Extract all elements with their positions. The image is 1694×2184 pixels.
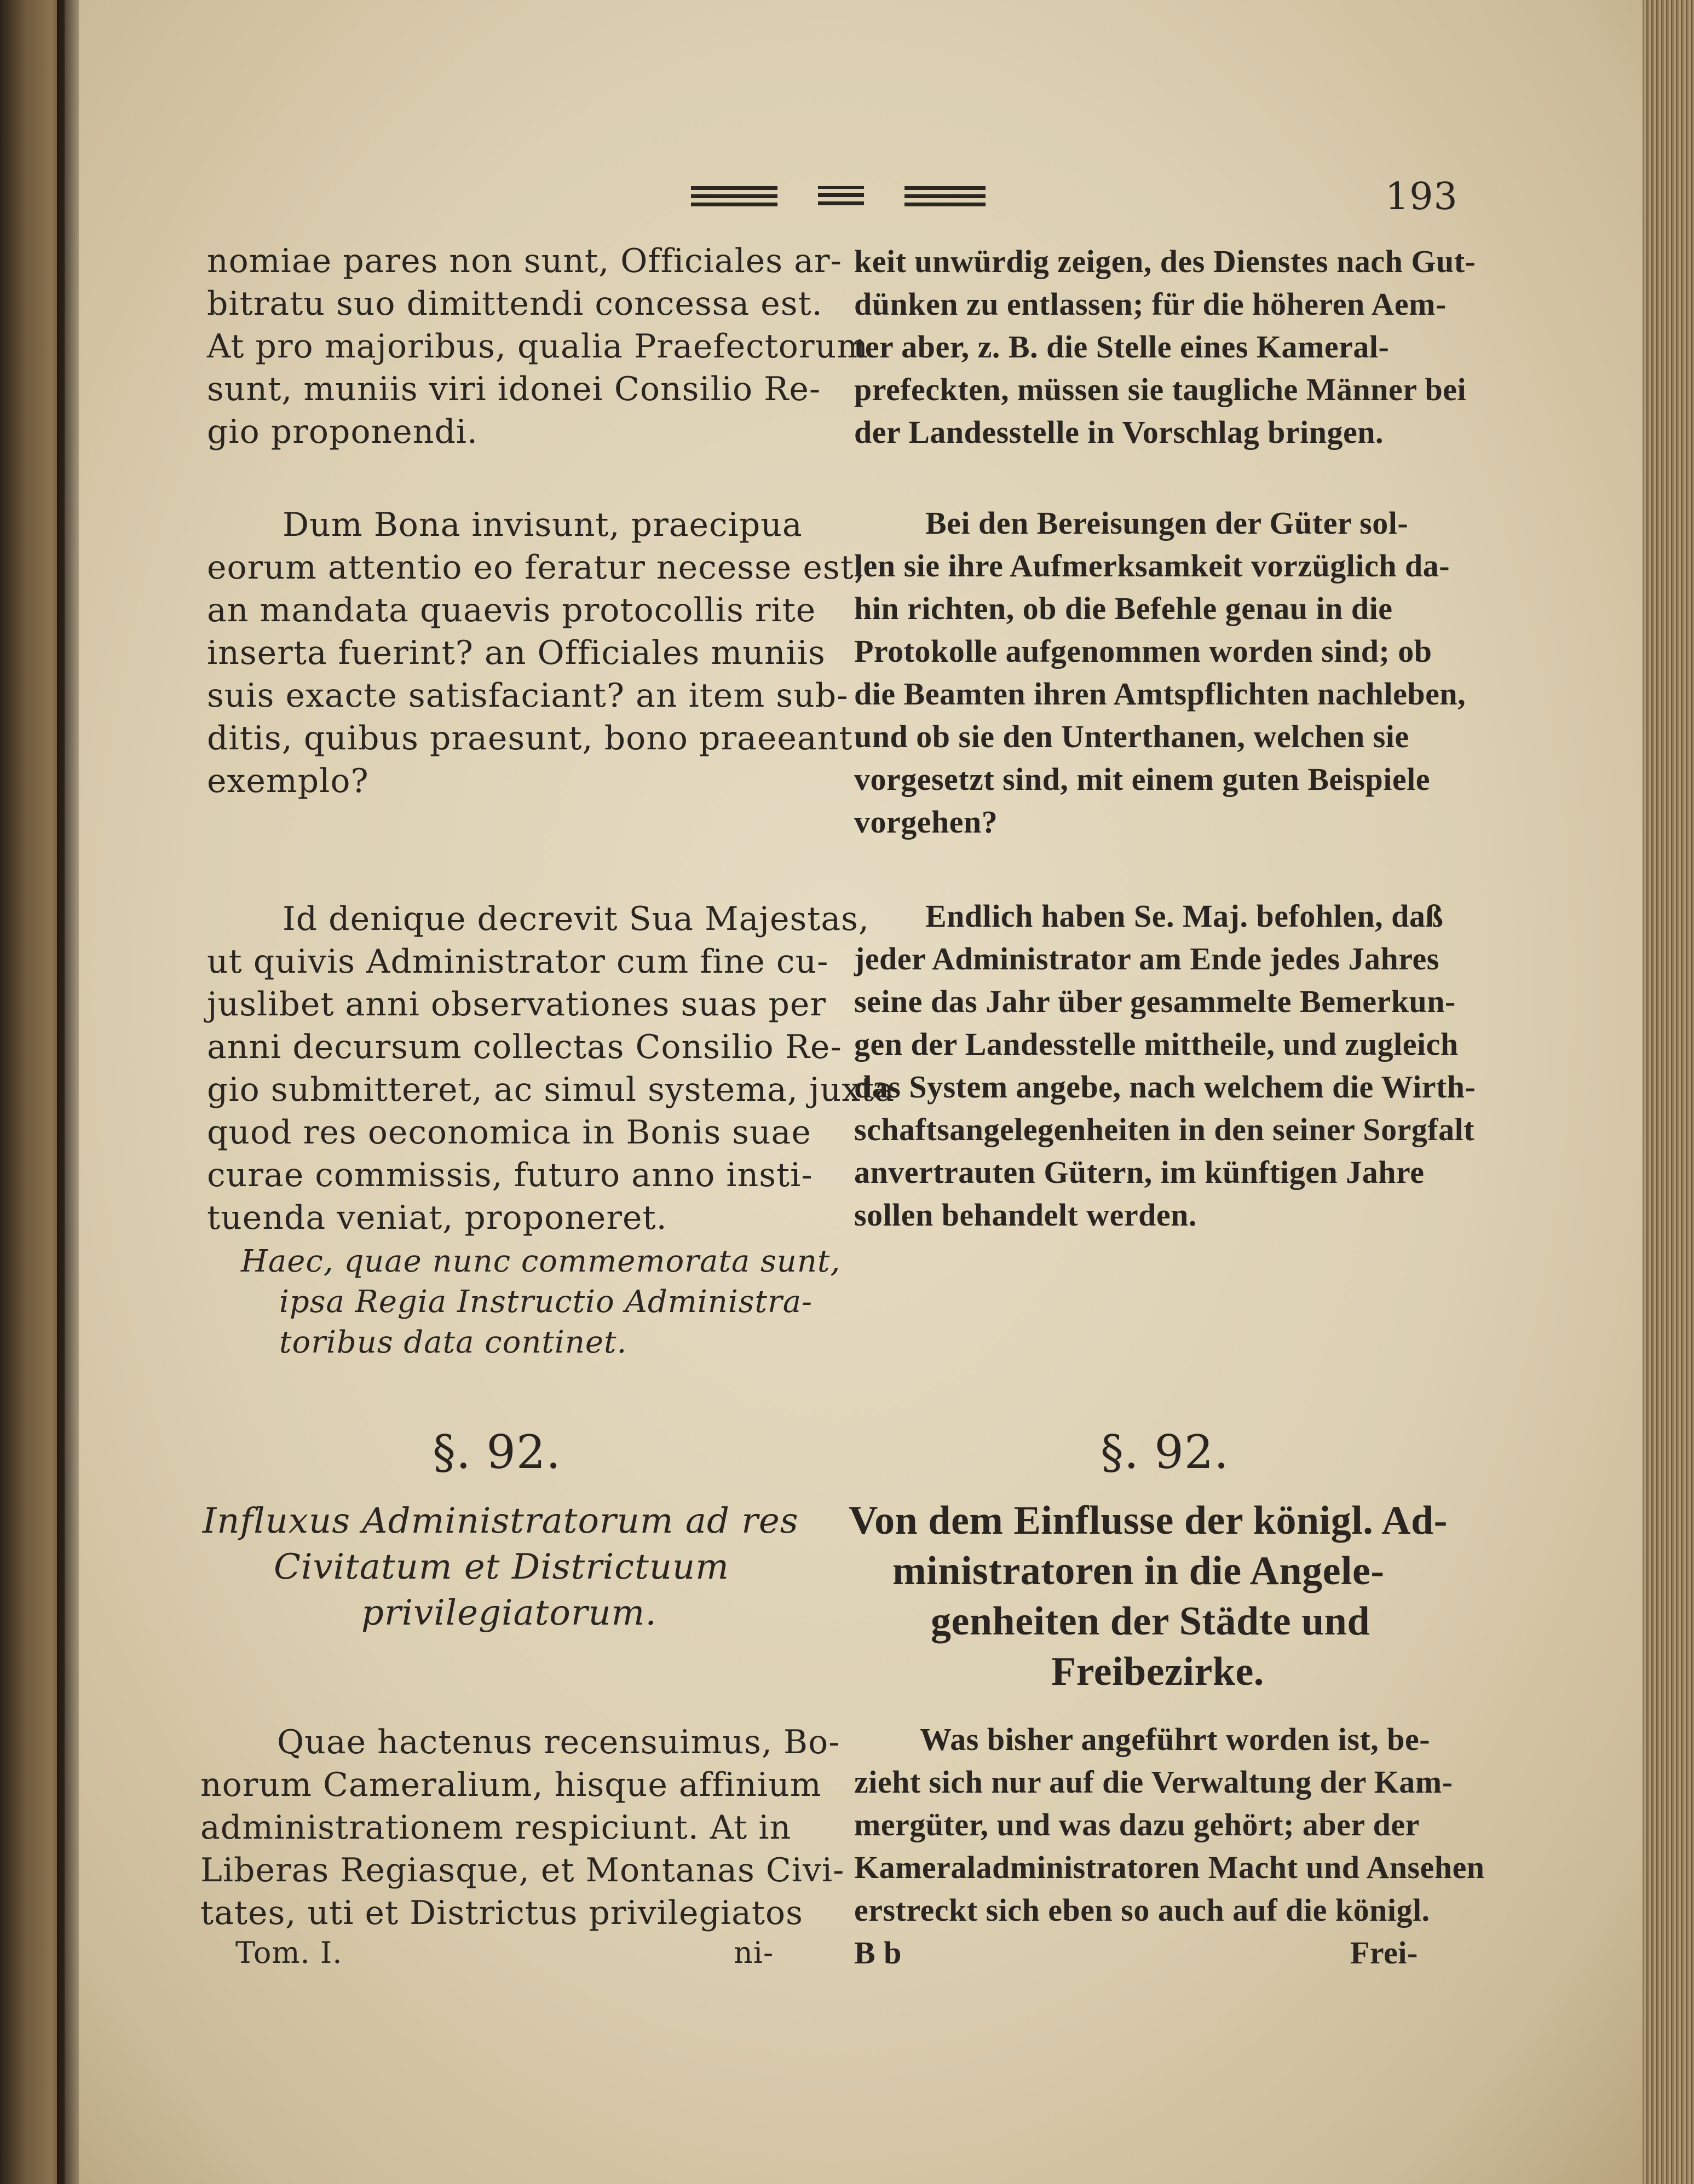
text-line: gio proponendi. — [207, 413, 478, 451]
text-line: ipsa Regia Instructio Administra- — [279, 1284, 813, 1320]
text-line: vorgesetzt sind, mit einem guten Beispiele — [854, 761, 1430, 797]
text-line: jeder Administrator am Ende jedes Jahres — [854, 941, 1439, 977]
text-line: norum Cameralium, hisque affinium — [200, 1766, 822, 1804]
text-line: privilegiatorum. — [361, 1593, 657, 1633]
footer-volume: Tom. I. — [235, 1935, 343, 1970]
text-line: Id denique decrevit Sua Majestas, — [283, 900, 869, 938]
text-line: hin richten, ob die Befehle genau in die — [854, 591, 1393, 626]
text-line: und ob sie den Unterthanen, welchen sie — [854, 719, 1409, 754]
text-line: Protokolle aufgenommen worden sind; ob — [854, 633, 1432, 669]
text-line: quod res oeconomica in Bonis suae — [207, 1113, 811, 1152]
text-line: genheiten der Städte und — [931, 1599, 1370, 1644]
text-line: nomiae pares non sunt, Officiales ar- — [207, 242, 842, 280]
text-line: Endlich haben Se. Maj. befohlen, daß — [925, 898, 1444, 934]
header-rule-left — [691, 186, 777, 213]
text-line: sollen behandelt werden. — [854, 1197, 1197, 1233]
text-line: gio submitteret, ac simul systema, juxta — [207, 1071, 895, 1109]
text-line: Quae hactenus recensuimus, Bo- — [277, 1723, 840, 1761]
text-line: die Beamten ihren Amtspflichten nachleben, — [854, 676, 1466, 712]
text-line: anvertrauten Gütern, im künftigen Jahre — [854, 1154, 1425, 1190]
text-line: eorum attentio eo feratur necesse est, — [207, 548, 865, 587]
footer-catchword-right: Frei- — [1350, 1935, 1418, 1971]
text-line: Dum Bona invisunt, praecipua — [283, 506, 803, 544]
text-line: gen der Landesstelle mittheile, und zugleich — [854, 1026, 1459, 1062]
text-line: zieht sich nur auf die Verwaltung der Kam- — [854, 1764, 1453, 1800]
text-line: bitratu suo dimittendi concessa est. — [207, 285, 823, 323]
text-line: Haec, quae nunc commemorata sunt, — [241, 1244, 841, 1279]
text-line: erstreckt sich eben so auch auf die königl. — [854, 1892, 1430, 1928]
text-line: Von dem Einflusse der königl. Ad- — [849, 1498, 1448, 1543]
text-line: das System angebe, nach welchem die Wirth- — [854, 1069, 1476, 1105]
text-line: len sie ihre Aufmerksamkeit vorzüglich da- — [854, 548, 1450, 583]
text-line: tates, uti et Districtus privilegiatos — [200, 1894, 803, 1932]
text-line: exemplo? — [207, 762, 369, 800]
text-line: anni decursum collectas Consilio Re- — [207, 1028, 842, 1066]
page-number: 193 — [1385, 175, 1458, 218]
text-line: sunt, muniis viri idonei Consilio Re- — [207, 370, 821, 408]
text-line: Was bisher angeführt worden ist, be- — [920, 1721, 1431, 1757]
text-line: der Landesstelle in Vorschlag bringen. — [854, 414, 1384, 450]
footer-catchword-left: ni- — [734, 1935, 774, 1970]
text-line: mergüter, und was dazu gehört; aber der — [854, 1807, 1420, 1842]
text-line: Kameraladministratoren Macht und Ansehen — [854, 1850, 1485, 1885]
page-stack-edge — [1643, 0, 1694, 2184]
text-line: ut quivis Administrator cum fine cu- — [207, 943, 829, 981]
text-line: seine das Jahr über gesammelte Bemerkun- — [854, 984, 1456, 1019]
text-line: Liberas Regiasque, et Montanas Civi- — [200, 1851, 845, 1890]
text-line: suis exacte satisfaciant? an item sub- — [207, 677, 849, 715]
text-line: schaftsangelegenheiten in den seiner Sorgfalt — [854, 1112, 1475, 1147]
text-line: At pro majoribus, qualia Praefectorum — [207, 327, 869, 366]
text-line: inserta fuerint? an Officiales muniis — [207, 634, 826, 672]
header-ornament — [818, 186, 864, 213]
text-line: Civitatum et Districtuum — [274, 1547, 729, 1587]
header-rule-right — [904, 186, 986, 213]
text-line: tuenda veniat, proponeret. — [207, 1199, 667, 1237]
text-line: juslibet anni observationes suas per — [207, 985, 827, 1024]
text-line: Influxus Administratorum ad res — [203, 1501, 799, 1541]
footer-signature: B b — [854, 1935, 902, 1971]
text-line: dünken zu entlassen; für die höheren Aem- — [854, 286, 1447, 322]
binding-gutter — [57, 0, 79, 2184]
text-line: ministratoren in die Angele- — [892, 1549, 1385, 1593]
text-line: ter aber, z. B. die Stelle eines Kameral- — [854, 329, 1390, 365]
text-line: administrationem respiciunt. At in — [200, 1809, 792, 1847]
text-line: toribus data continet. — [279, 1325, 627, 1360]
text-line: ditis, quibus praesunt, bono praeeant — [207, 719, 853, 758]
text-line: vorgehen? — [854, 804, 998, 840]
right-section-number: §. 92. — [1100, 1425, 1229, 1479]
text-line: curae commissis, futuro anno insti- — [207, 1156, 813, 1194]
text-line: keit unwürdig zeigen, des Dienstes nach Gut- — [854, 244, 1476, 279]
text-line: Bei den Bereisungen der Güter sol- — [925, 505, 1409, 541]
left-section-number: §. 92. — [433, 1425, 561, 1479]
text-line: prefeckten, müssen sie taugliche Männer bei — [854, 372, 1467, 407]
text-line: Freibezirke. — [1051, 1649, 1264, 1694]
previous-page-edge — [0, 0, 65, 2184]
text-line: an mandata quaevis protocollis rite — [207, 591, 816, 629]
